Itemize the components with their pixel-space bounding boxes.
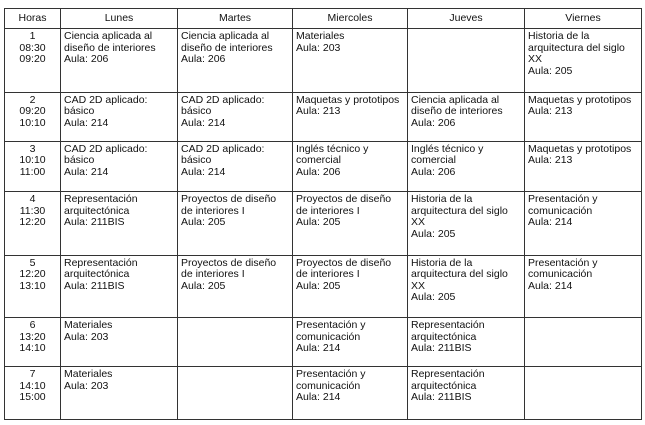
period-number: 5 [29,256,36,269]
class-text-line: Ciencia aplicada al [181,30,270,42]
period-end-time: 09:20 [19,53,46,65]
class-text-line: Aula: 206 [296,165,341,178]
period-end-time: 11:00 [19,165,46,178]
class-text-line: arquitectónica [64,204,130,217]
period-number: 4 [29,193,36,206]
class-text-line: Proyectos de diseño [296,193,392,206]
class-text-line: Aula: 211BIS [64,216,125,229]
schedule-body [5,29,642,420]
class-text-line: Aula: 213 [296,105,341,118]
class-text-line: Aula: 205 [296,216,341,229]
class-text-line: Representación [411,368,485,381]
class-text-line: Representación [411,319,485,332]
hour-cell [5,192,61,256]
class-text-line: Maquetas y prototipos [528,93,632,106]
class-text-line: Materiales [296,30,345,42]
class-text-line: comunicación [528,204,593,217]
class-cell-friday [525,367,642,420]
class-text-line: arquitectónica [64,268,130,281]
class-cell-tuesday [178,141,293,191]
class-text-line: Aula: 203 [64,379,109,392]
class-cell-friday [525,318,642,367]
class-text-line: Representación [64,193,138,206]
schedule-table [4,8,642,420]
header-day-thursday: Jueves [408,9,525,29]
class-cell-friday [525,192,642,256]
class-text-line: arquitectura del siglo [411,268,508,281]
class-cell-friday [525,92,642,141]
class-text-line: Aula: 205 [181,216,226,229]
class-text-line: de interiores I [181,268,245,281]
class-text-line: Historia de la [411,256,473,269]
class-text-line: básico [64,154,95,167]
class-text-line: Aula: 213 [528,105,573,118]
class-text-line: Proyectos de diseño [181,256,277,269]
header-day-tuesday: Martes [178,9,293,29]
class-text-line: comunicación [296,330,361,343]
period-start-time: 13:20 [19,330,46,343]
class-text-line: Aula: 214 [528,216,573,229]
class-text-line: Aula: 211BIS [411,342,472,355]
class-text-line: Aula: 214 [296,342,341,355]
class-cell-tuesday [178,318,293,367]
hour-cell [5,255,61,317]
class-text-line: arquitectura del siglo [528,41,625,54]
class-cell-thursday [408,192,525,256]
class-text-line: Aula: 203 [64,330,109,343]
class-text-line: Aula: 214 [64,116,109,129]
header-day-wednesday: Miercoles [293,9,408,29]
class-text-line: Aula: 214 [181,116,226,129]
class-text-line: CAD 2D aplicado: [64,93,148,106]
class-cell-tuesday [178,192,293,256]
class-cell-friday [525,29,642,93]
period-number: 2 [29,93,36,106]
hour-cell [5,318,61,367]
period-start-time: 10:10 [19,154,46,167]
class-cell-thursday [408,29,525,93]
class-cell-wednesday [293,141,408,191]
period-start-time: 12:20 [19,268,46,281]
table-row [5,192,642,256]
period-start-time: 11:30 [19,204,46,217]
class-text-line: Aula: 211BIS [411,391,472,404]
class-text-line: Presentación y [528,256,598,269]
class-text-line: diseño de interiores [64,41,156,54]
table-row [5,141,642,191]
period-number: 7 [29,368,36,381]
class-text-line: Maquetas y prototipos [296,93,400,106]
class-text-line: básico [181,105,212,118]
class-text-line: Presentación y [296,319,366,332]
class-text-line: Aula: 206 [411,165,456,178]
table-row [5,255,642,317]
class-text-line: Presentación y [296,368,366,381]
class-text-line: XX [528,53,543,65]
period-end-time: 14:10 [19,342,46,355]
class-text-line: Aula: 214 [181,165,226,178]
table-row [5,92,642,141]
class-text-line: diseño de interiores [181,41,273,54]
class-cell-wednesday [293,318,408,367]
class-text-line: Aula: 213 [528,154,573,167]
class-cell-tuesday [178,255,293,317]
hour-cell [5,92,61,141]
class-text-line: básico [181,154,212,167]
class-text-line: Inglés técnico y [296,142,369,155]
hour-cell [5,367,61,420]
class-text-line: CAD 2D aplicado: [64,142,148,155]
class-text-line: arquitectura del siglo [411,204,508,217]
class-text-line: Aula: 211BIS [64,279,125,292]
class-cell-thursday [408,255,525,317]
class-text-line: Aula: 206 [411,116,456,129]
period-start-time: 14:10 [19,379,46,392]
class-cell-friday [525,141,642,191]
class-cell-monday [61,29,178,93]
class-text-line: Aula: 205 [528,64,573,77]
class-text-line: de interiores I [296,268,360,281]
class-text-line: Aula: 205 [411,227,456,240]
class-text-line: Aula: 203 [296,41,341,54]
header-day-monday: Lunes [61,9,178,29]
class-cell-tuesday [178,367,293,420]
header-day-friday: Viernes [525,9,642,29]
class-text-line: Aula: 206 [181,53,226,65]
class-text-line: Representación [64,256,138,269]
table-row [5,367,642,420]
class-text-line: Proyectos de diseño [181,193,277,206]
class-cell-wednesday [293,92,408,141]
class-text-line: Aula: 205 [181,279,226,292]
class-text-line: Aula: 206 [64,53,109,65]
class-cell-tuesday [178,92,293,141]
class-text-line: arquitectónica [411,379,477,392]
class-cell-monday [61,192,178,256]
class-text-line: Aula: 205 [411,291,456,304]
class-text-line: comunicación [296,379,361,392]
class-cell-wednesday [293,255,408,317]
period-end-time: 13:10 [19,279,46,292]
table-row [5,29,642,93]
class-cell-thursday [408,367,525,420]
class-cell-wednesday [293,192,408,256]
period-start-time: 09:20 [19,105,46,118]
class-text-line: Presentación y [528,193,598,206]
class-text-line: Aula: 214 [296,391,341,404]
class-text-line: Materiales [64,319,113,332]
class-cell-thursday [408,92,525,141]
class-text-line: Ciencia aplicada al [64,30,153,42]
period-number: 6 [29,319,36,332]
class-cell-monday [61,255,178,317]
period-number: 1 [29,30,36,42]
class-cell-wednesday [293,29,408,93]
class-text-line: Materiales [64,368,113,381]
class-text-line: XX [411,279,426,292]
hour-cell [5,29,61,93]
period-start-time: 08:30 [19,41,46,54]
class-cell-thursday [408,141,525,191]
class-text-line: Inglés técnico y [411,142,484,155]
class-text-line: básico [64,105,95,118]
class-text-line: de interiores I [296,204,360,217]
class-text-line: Maquetas y prototipos [528,142,632,155]
class-cell-tuesday [178,29,293,93]
class-text-line: Aula: 205 [296,279,341,292]
class-text-line: CAD 2D aplicado: [181,142,265,155]
header-hours: Horas [5,9,61,29]
class-text-line: de interiores I [181,204,245,217]
class-text-line: Ciencia aplicada al [411,93,500,106]
class-text-line: arquitectónica [411,330,477,343]
class-cell-thursday [408,318,525,367]
class-cell-monday [61,367,178,420]
class-text-line: Aula: 214 [528,279,573,292]
class-text-line: Aula: 214 [64,165,109,178]
class-text-line: comunicación [528,268,593,281]
class-text-line: Historia de la [411,193,473,206]
class-text-line: XX [411,216,426,229]
hour-cell [5,141,61,191]
period-number: 3 [29,142,36,155]
period-end-time: 15:00 [19,391,46,404]
class-text-line: comercial [296,154,341,167]
class-cell-monday [61,318,178,367]
class-text-line: comercial [411,154,456,167]
class-text-line: Proyectos de diseño [296,256,392,269]
header-row [5,9,642,29]
class-cell-friday [525,255,642,317]
class-text-line: CAD 2D aplicado: [181,93,265,106]
class-cell-monday [61,141,178,191]
period-end-time: 10:10 [19,116,46,129]
class-cell-wednesday [293,367,408,420]
class-cell-monday [61,92,178,141]
period-end-time: 12:20 [19,216,46,229]
class-text-line: Historia de la [528,30,590,42]
class-text-line: diseño de interiores [411,105,503,118]
table-row [5,318,642,367]
